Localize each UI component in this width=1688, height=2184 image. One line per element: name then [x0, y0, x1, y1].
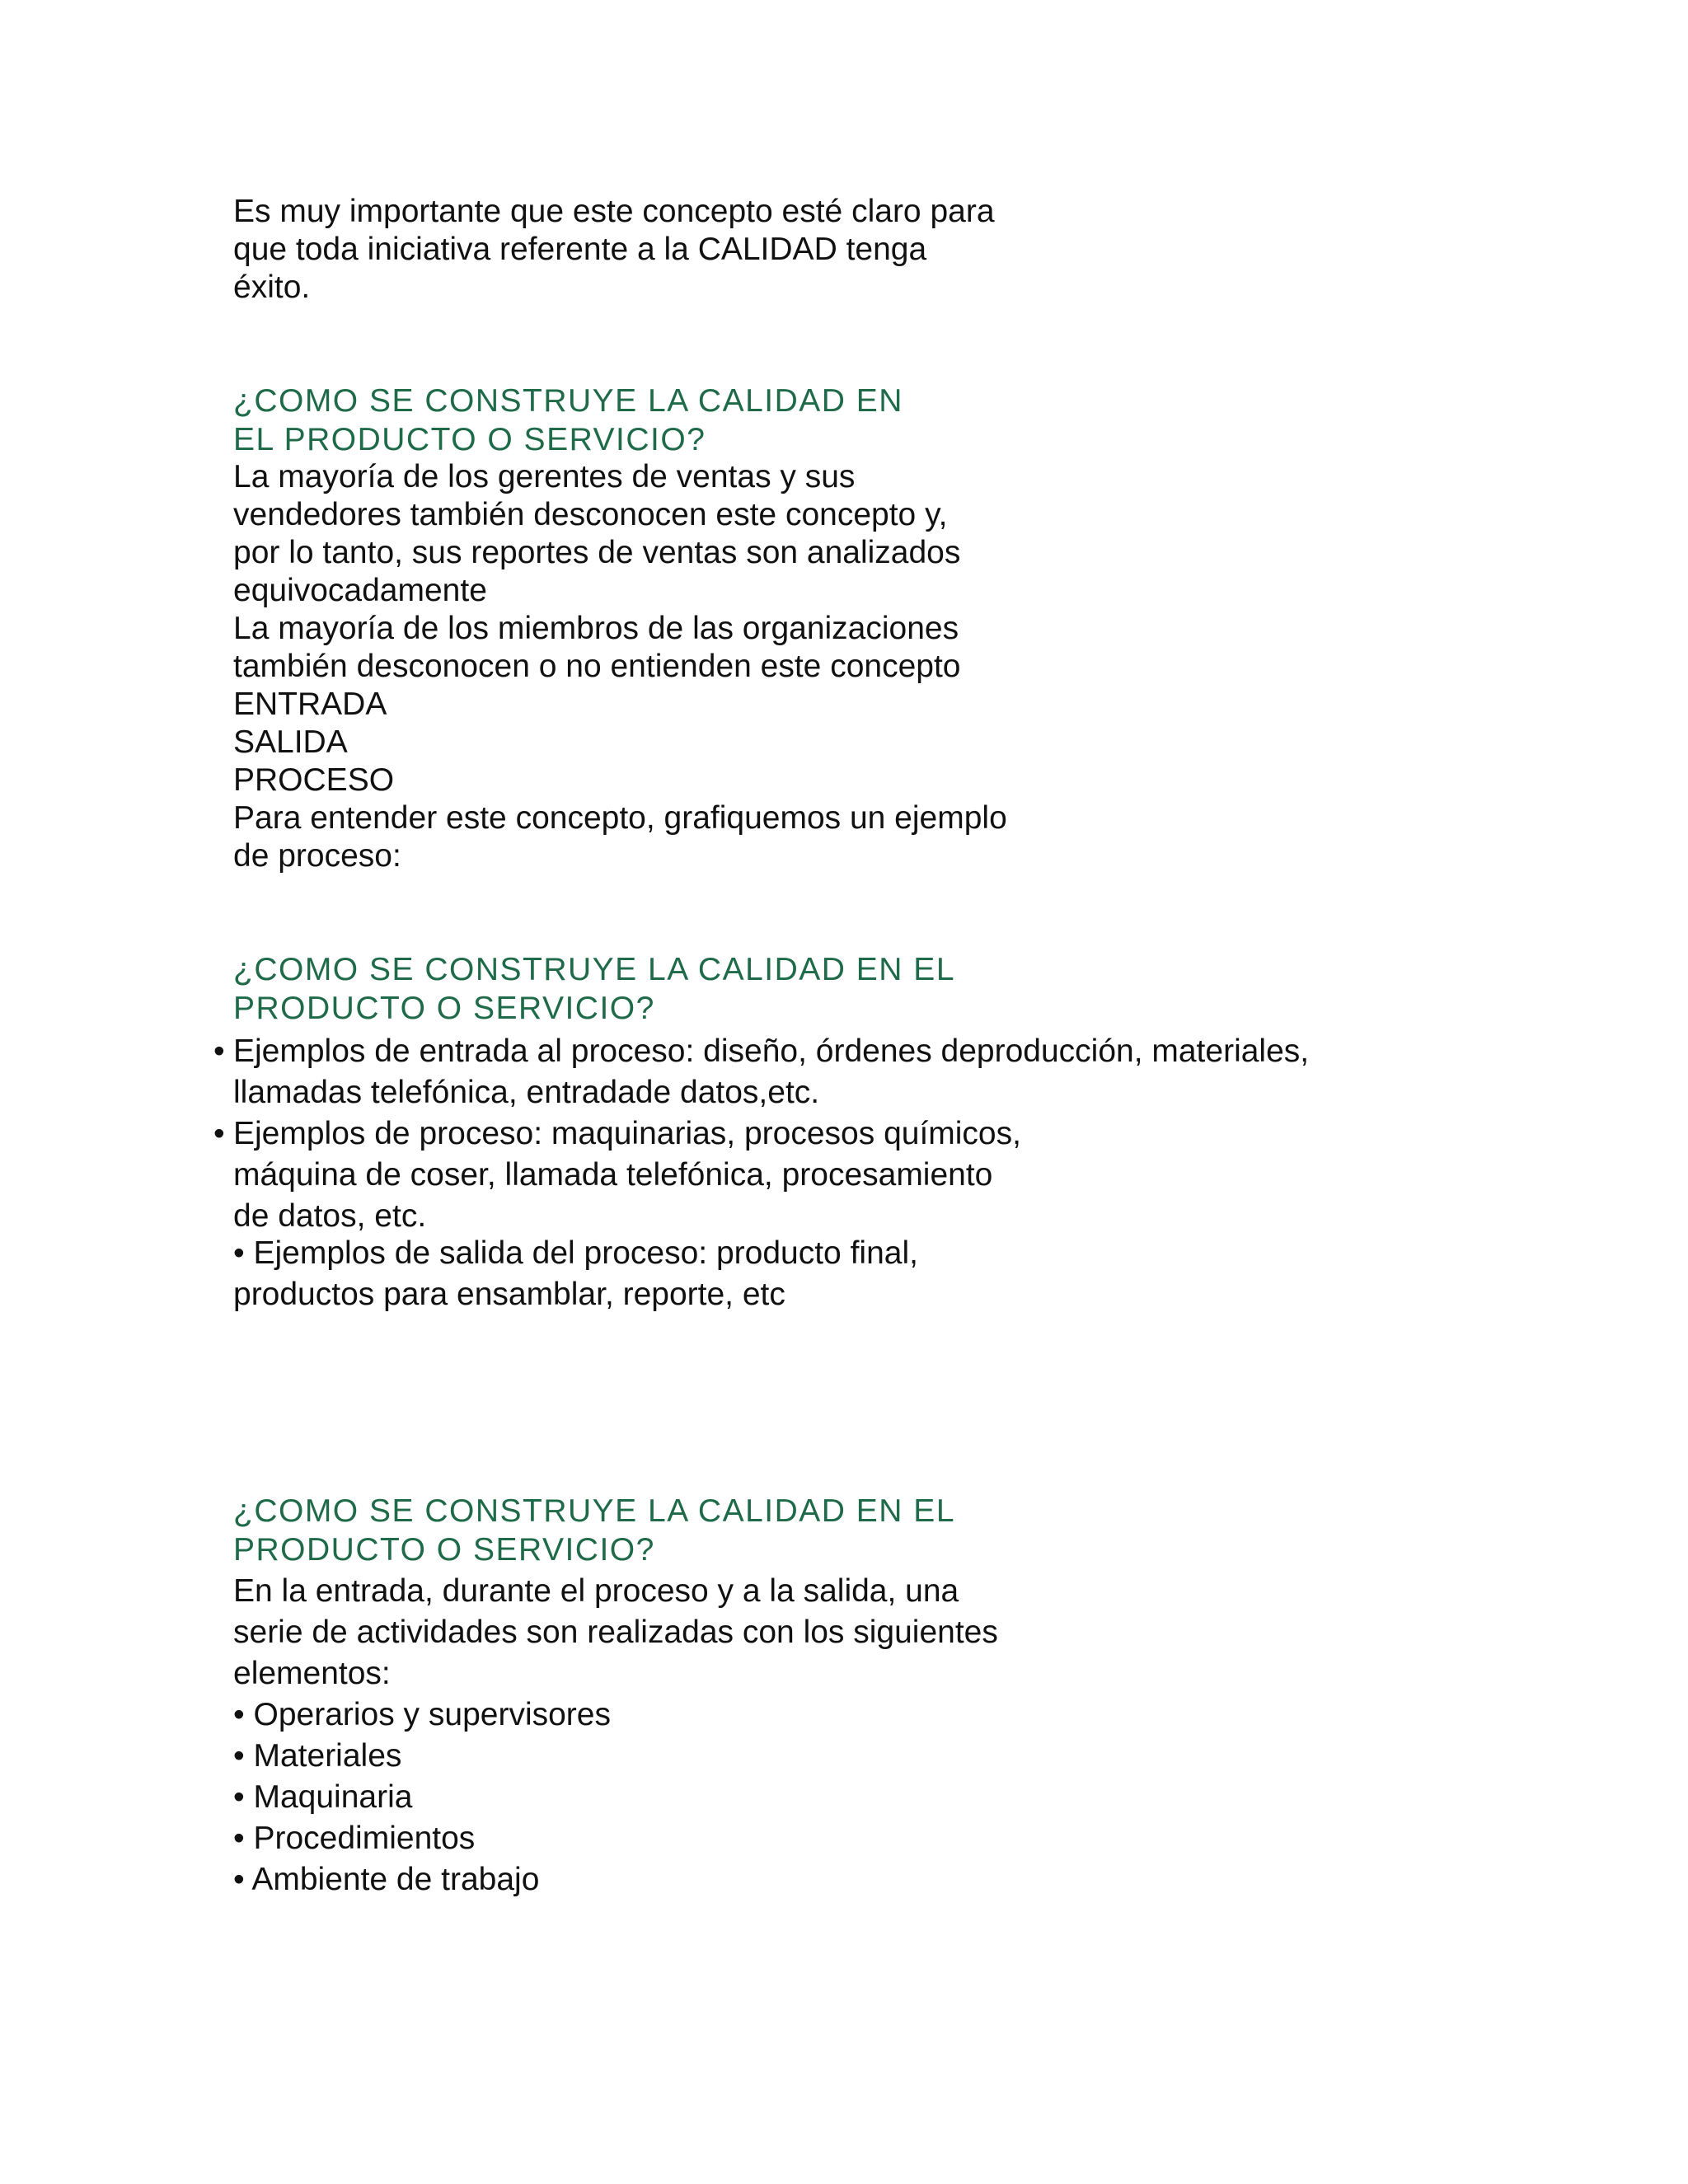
intro-paragraph — [233, 193, 995, 307]
heading-line: PRODUCTO O SERVICIO? — [233, 1532, 655, 1568]
section1-body — [233, 458, 1007, 875]
body-line: elementos: — [233, 1656, 391, 1691]
list-item — [213, 1113, 1309, 1237]
heading-line: PRODUCTO O SERVICIO? — [233, 991, 655, 1026]
intro-line: que toda iniciativa referente a la CALIDAD tenga — [233, 232, 927, 267]
bullet-line: productos para ensamblar, reporte, etc — [233, 1277, 785, 1312]
heading-line: EL PRODUCTO O SERVICIO? — [233, 422, 706, 457]
section1-heading — [233, 382, 903, 459]
body-line: de proceso: — [233, 838, 401, 874]
bullet-line: • Ejemplos de salida del proceso: producto final, — [233, 1235, 918, 1271]
body-line: por lo tanto, sus reportes de ventas son analizados — [233, 535, 961, 570]
body-line: serie de actividades son realizadas con los siguientes — [233, 1615, 998, 1650]
heading-line: ¿COMO SE CONSTRUYE LA CALIDAD EN EL — [233, 952, 956, 987]
body-line: equivocadamente — [233, 573, 487, 608]
section3-heading — [233, 1492, 955, 1569]
bullet-line: máquina de coser, llamada telefónica, procesamiento — [233, 1157, 993, 1193]
bullet-line: Ejemplos de proceso: maquinarias, procesos químicos, — [233, 1116, 1021, 1151]
bullet-line: llamadas telefónica, entradade datos,etc. — [233, 1075, 820, 1110]
body-line: En la entrada, durante el proceso y a la salida, una — [233, 1573, 959, 1609]
heading-line: ¿COMO SE CONSTRUYE LA CALIDAD EN EL — [233, 1493, 956, 1529]
body-line: PROCESO — [233, 762, 395, 798]
body-line: La mayoría de los gerentes de ventas y sus — [233, 459, 856, 494]
section2-heading — [233, 950, 955, 1028]
bullet-icon: • — [213, 1033, 225, 1069]
list-item: • Procedimientos — [233, 1821, 476, 1856]
list-item: • Ambiente de trabajo — [233, 1862, 540, 1897]
section2-output-bullet — [233, 1233, 918, 1315]
intro-line: éxito. — [233, 269, 311, 305]
body-line: también desconocen o no entienden este concepto — [233, 649, 961, 684]
body-line: ENTRADA — [233, 687, 387, 722]
list-item: • Maquinaria — [233, 1779, 413, 1815]
list-item: • Operarios y supervisores — [233, 1697, 611, 1732]
list-item — [213, 1031, 1310, 1113]
body-line: Para entender este concepto, grafiquemos un ejemplo — [233, 800, 1007, 836]
section2-bullet-list — [213, 1031, 1310, 1237]
body-line: SALIDA — [233, 724, 348, 760]
body-line: vendedores también desconocen este concepto y, — [233, 497, 948, 532]
body-line: La mayoría de los miembros de las organizaciones — [233, 611, 959, 646]
list-item: • Materiales — [233, 1738, 402, 1774]
bullet-line: Ejemplos de entrada al proceso: diseño, órdenes deproducción, materiales, — [233, 1033, 1310, 1069]
bullet-icon: • — [213, 1116, 225, 1151]
heading-line: ¿COMO SE CONSTRUYE LA CALIDAD EN — [233, 383, 903, 419]
section3-body — [233, 1571, 998, 1900]
intro-line: Es muy importante que este concepto esté claro para — [233, 194, 995, 229]
bullet-line: de datos, etc. — [233, 1198, 427, 1234]
